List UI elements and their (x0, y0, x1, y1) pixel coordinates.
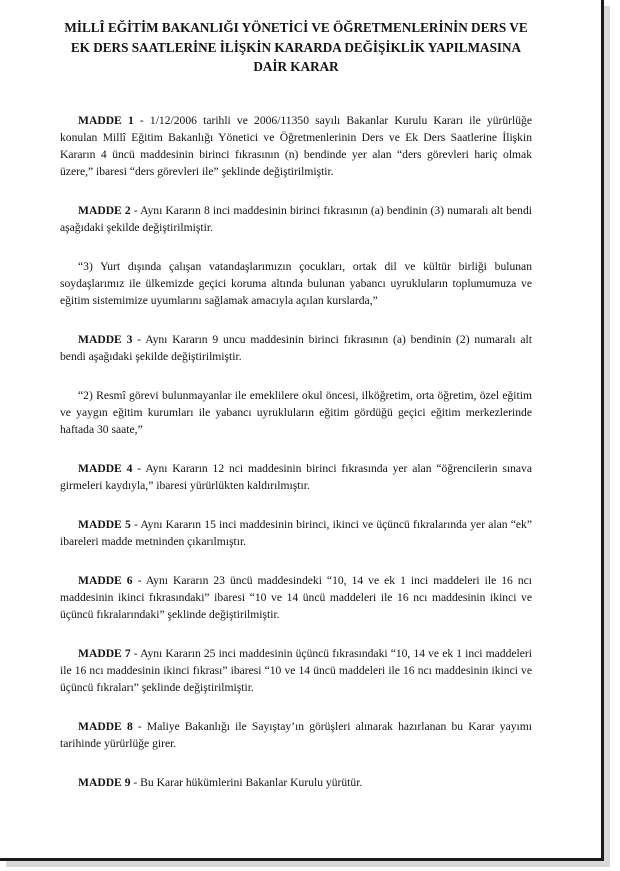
article-text: - Aynı Kararın 15 inci maddesinin birinci, ikinci ve üçüncü fıkralarında yer alan “ek” ibareleri madde metninden çıkarılmıştır. (60, 517, 532, 548)
article-heading: MADDE 5 (78, 517, 131, 531)
article-8 (60, 718, 532, 752)
article-text: - Aynı Kararın 12 nci maddesinin birinci fıkrasında yer alan “öğrencilerin sınava girmeleri kaydıyla,” ibaresi yürürlükten kaldırılmıştır. (60, 461, 532, 492)
article-1 (60, 112, 532, 180)
article-text: - Maliye Bakanlığı ile Sayıştay’ın görüşleri alınarak hazırlanan bu Karar yayımı tarihinde yürürlüğe girer. (60, 719, 532, 750)
document-content (60, 18, 532, 813)
article-text: - Bu Karar hükümlerini Bakanlar Kurulu yürütür. (130, 775, 363, 789)
article-heading: MADDE 6 (78, 573, 133, 587)
article-7 (60, 645, 532, 696)
article-6 (60, 572, 532, 623)
article-text: - Aynı Kararın 23 üncü maddesindeki “10, 14 ve ek 1 inci maddeleri ile 16 ncı maddesinin ikinci fıkrasındaki” ibaresi “10 ve 14 üncü maddeleri ile 16 ncı maddesinin ikinci ve üçüncü fıkralarındaki” şeklinde değiştirilmiştir. (60, 573, 532, 621)
article-5 (60, 516, 532, 550)
article-heading: MADDE 2 (78, 203, 131, 217)
article-text: - Aynı Kararın 25 inci maddesinin üçüncü fıkrasındaki “10, 14 ve ek 1 inci maddeleri ile 16 ncı maddesinin ikinci fıkrası” ibaresi “10 ve 14 üncü maddeleri ile 16 ncı maddesinin ikinci ve üçüncü fıkraları” şeklinde değiştirilmiştir. (60, 646, 532, 694)
article-heading: MADDE 1 (78, 113, 134, 127)
article-text: - 1/12/2006 tarihli ve 2006/11350 sayılı Bakanlar Kurulu Kararı ile yürürlüğe konulan Millî Eğitim Bakanlığı Yönetici ve Öğretmenlerinin Ders ve Ek Ders Saatlerine İlişkin Kararın 4 üncü maddesinin birinci fıkrasının (n) bendinde yer alan “ders görevleri hariç olmak üzere,” ibaresi “ders görevleri ile” şeklinde değiştirilmiştir. (60, 113, 532, 178)
article-2 (60, 202, 532, 236)
article-heading: MADDE 7 (78, 646, 131, 660)
article-4 (60, 460, 532, 494)
amended-text-quote: “3) Yurt dışında çalışan vatandaşlarımızın çocukları, ortak dil ve kültür birliği bulunan soydaşlarımız ile ülkemizde geçici koruma altında bulunan yabancı uyrukluların toplumumuza ve eğitim sistemimize uyumlarını sağlamak amacıyla açılan kurslarda,” (60, 259, 532, 307)
article-heading: MADDE 8 (78, 719, 133, 733)
document-title: MİLLÎ EĞİTİM BAKANLIĞI YÖNETİCİ VE ÖĞRETMENLERİNİN DERS VE EK DERS SAATLERİNE İLİŞKİN KARARDA DEĞİŞİKLİK YAPILMASINA DAİR KARAR (64, 20, 528, 74)
article-9 (60, 774, 532, 791)
article-heading: MADDE 3 (78, 332, 133, 346)
article-3 (60, 331, 532, 365)
amended-text-quote: “2) Resmî görevi bulunmayanlar ile emeklilere okul öncesi, ilköğretim, orta öğretim, özel eğitim ve yaygın eğitim kurumları ile yabancı uyrukluların eğitim gördüğü geçici eğitim merkezlerinde haftada 30 saate,” (60, 388, 532, 436)
article-heading: MADDE 9 (78, 775, 131, 789)
article-heading: MADDE 4 (78, 461, 133, 475)
article-text: - Aynı Kararın 8 inci maddesinin birinci fıkrasının (a) bendinin (3) numaralı alt bendi aşağıdaki şekilde değiştirilmiştir. (60, 203, 532, 234)
article-text: - Aynı Kararın 9 uncu maddesinin birinci fıkrasının (a) bendinin (2) numaralı alt bendi aşağıdaki şekilde değiştirilmiştir. (60, 332, 532, 363)
